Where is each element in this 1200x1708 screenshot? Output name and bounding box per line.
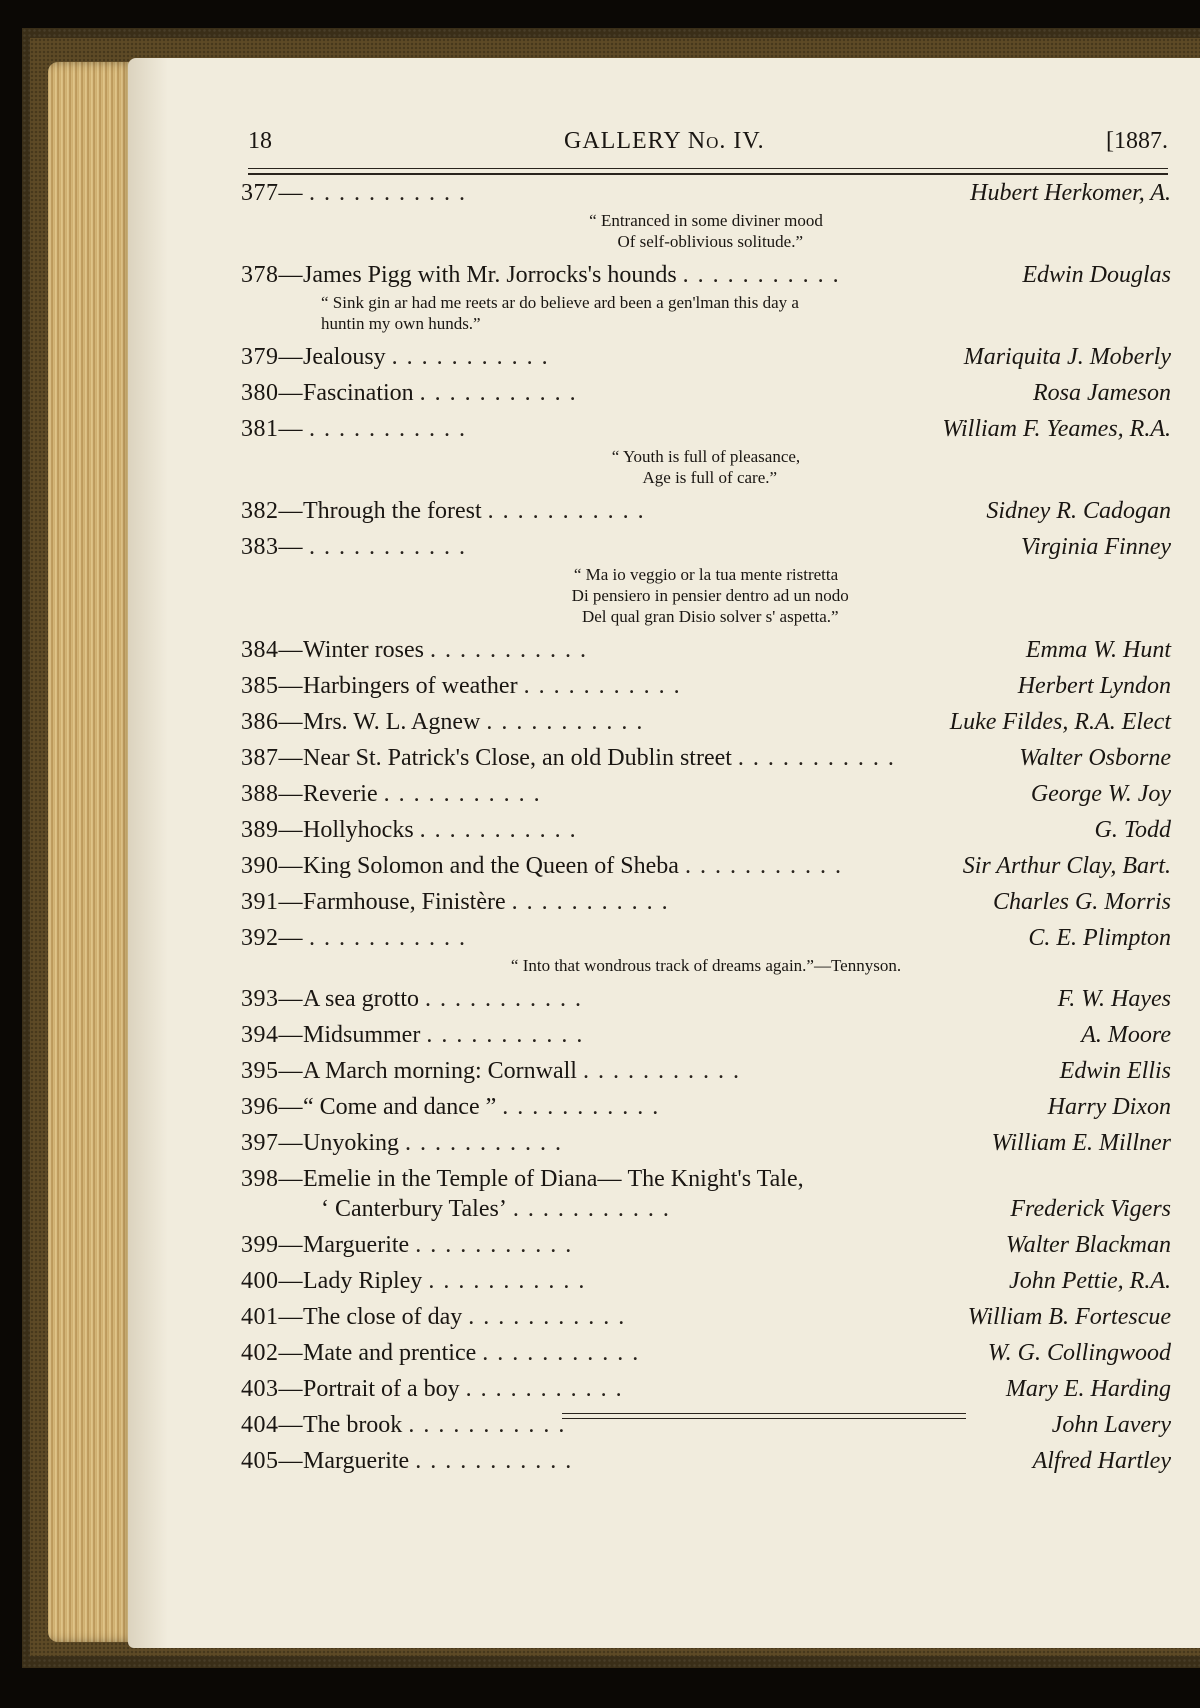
entry-artist: C. E. Plimpton	[1028, 925, 1171, 951]
page-number: 18	[248, 128, 272, 154]
entry-number: 378—	[241, 262, 303, 288]
entry-artist: John Lavery	[1051, 1412, 1171, 1438]
entry-title: A sea grotto	[303, 986, 419, 1012]
entry-number: 403—	[241, 1376, 303, 1402]
entry-number: 394—	[241, 1022, 303, 1048]
catalogue-entry	[241, 414, 1171, 444]
entry-number: 405—	[241, 1448, 303, 1474]
entry-title: Midsummer	[303, 1022, 421, 1048]
entry-number: 386—	[241, 709, 303, 735]
entry-artist: Herbert Lyndon	[1017, 673, 1171, 699]
entry-title: Portrait of a boy	[303, 1376, 460, 1402]
entry-number: 402—	[241, 1340, 303, 1366]
entry-title: Mate and prentice	[303, 1340, 477, 1366]
dot-leader: ...........	[405, 1130, 570, 1156]
entry-title: Harbingers of weather	[303, 673, 518, 699]
entry-number: 381—	[241, 416, 303, 442]
entry-quote: “ Sink gin ar had me reets ar do believe ard been a gen'lman this day a huntin my own hunds.”	[321, 293, 799, 333]
entry-title: The brook	[303, 1412, 403, 1438]
catalogue-entry	[241, 1092, 1171, 1122]
entry-number: 377—	[241, 180, 303, 206]
entry-title: “ Come and dance ”	[303, 1094, 497, 1120]
entry-spacer	[241, 1476, 1171, 1482]
entry-artist: John Pettie, R.A.	[1009, 1268, 1171, 1294]
dot-leader: ...........	[502, 1094, 668, 1120]
dot-leader: ...........	[428, 1268, 594, 1294]
entry-artist: George W. Joy	[1030, 781, 1171, 807]
catalogue-entry	[241, 1446, 1171, 1476]
entry-artist: Sidney R. Cadogan	[986, 498, 1171, 524]
entry-number: 390—	[241, 853, 303, 879]
entry-title: Hollyhocks	[303, 817, 414, 843]
entry-artist: William E. Millner	[991, 1130, 1171, 1156]
entry-number: 380—	[241, 380, 303, 406]
page-edges	[48, 62, 136, 1642]
entry-artist: Alfred Hartley	[1032, 1448, 1171, 1474]
entry-number: 393—	[241, 986, 303, 1012]
entry-artist: G. Todd	[1094, 817, 1171, 843]
header-rule	[248, 168, 1168, 175]
entry-artist: William F. Yeames, R.A.	[942, 416, 1171, 442]
entry-quote: “ Entranced in some diviner mood Of self-oblivious solitude.”	[589, 211, 823, 251]
entry-number: 399—	[241, 1232, 303, 1258]
catalogue-entry	[241, 342, 1171, 372]
catalogue-entry	[241, 1128, 1171, 1158]
entry-title: James Pigg with Mr. Jorrocks's hounds	[303, 262, 677, 288]
catalogue-entry	[241, 1302, 1171, 1332]
dot-leader: ...........	[309, 416, 474, 442]
dot-leader: ...........	[419, 817, 585, 843]
entry-title: Farmhouse, Finistère	[303, 889, 506, 915]
entry-title: Near St. Patrick's Close, an old Dublin street	[303, 745, 732, 771]
entry-number: 395—	[241, 1058, 303, 1084]
catalogue-entry	[241, 743, 1171, 773]
catalogue-entry	[241, 635, 1171, 665]
catalogue-entry	[241, 671, 1171, 701]
entry-number: 388—	[241, 781, 303, 807]
entry-number: 385—	[241, 673, 303, 699]
entry-artist: A. Moore	[1081, 1022, 1171, 1048]
entry-quote: “ Ma io veggio or la tua mente ristretta Di pensiero in pensier dentro ad un nodo Del qual gran Disio solver s' aspetta.”	[571, 565, 849, 626]
dot-leader: ...........	[424, 986, 590, 1012]
entry-number: 392—	[241, 925, 303, 951]
catalogue-entry	[241, 851, 1171, 881]
entry-artist: Harry Dixon	[1047, 1094, 1171, 1120]
entry-artist: Emma W. Hunt	[1025, 637, 1171, 663]
entry-title: Lady Ripley	[303, 1268, 423, 1294]
running-title: GALLERY No. IV.	[564, 128, 765, 154]
entry-artist: Rosa Jameson	[1033, 380, 1171, 406]
catalogue-entry	[241, 984, 1171, 1014]
catalogue-entry	[241, 260, 1171, 290]
entry-number: 387—	[241, 745, 303, 771]
entry-number: 383—	[241, 534, 303, 560]
entry-title: The close of day	[303, 1304, 463, 1330]
catalogue-entry	[241, 378, 1171, 408]
entry-artist: Charles G. Morris	[992, 889, 1171, 915]
entry-title: Through the forest	[303, 498, 482, 524]
catalogue-entry	[241, 707, 1171, 737]
catalogue-entry	[241, 532, 1171, 562]
catalogue-entry	[241, 1164, 1171, 1194]
entry-number: 404—	[241, 1412, 303, 1438]
entry-artist: William B. Fortescue	[967, 1304, 1171, 1330]
entry-artist: Mary E. Harding	[1005, 1376, 1171, 1402]
entry-title: A March morning: Cornwall	[303, 1058, 577, 1084]
entry-number: 384—	[241, 637, 303, 663]
entry-artist: Virginia Finney	[1021, 534, 1171, 560]
entry-title: Jealousy	[303, 344, 386, 370]
entry-number: 397—	[241, 1130, 303, 1156]
catalogue-entry	[241, 1020, 1171, 1050]
dot-leader: ...........	[523, 673, 689, 699]
entry-number: 400—	[241, 1268, 303, 1294]
entry-title: Unyoking	[303, 1130, 399, 1156]
entry-quote: “ Youth is full of pleasance, Age is full of care.”	[611, 447, 801, 487]
dot-leader: ...........	[430, 637, 595, 663]
dot-leader: ...........	[465, 1376, 631, 1402]
dot-leader: ...........	[408, 1412, 574, 1438]
dot-leader: ...........	[309, 925, 474, 951]
dot-leader: ...........	[391, 344, 557, 370]
entry-number: 401—	[241, 1304, 303, 1330]
year-mark: [1887.	[1106, 128, 1168, 154]
entry-title: King Solomon and the Queen of Sheba	[303, 853, 679, 879]
catalogue-entry	[241, 1374, 1171, 1404]
entry-number: 382—	[241, 498, 303, 524]
dot-leader: ...........	[737, 745, 903, 771]
dot-leader: ...........	[468, 1304, 634, 1330]
dot-leader: ...........	[512, 1196, 678, 1222]
dot-leader: ...........	[309, 534, 474, 560]
entry-artist: Sir Arthur Clay, Bart.	[962, 853, 1171, 879]
dot-leader: ...........	[309, 180, 474, 206]
entry-title: Marguerite	[303, 1232, 410, 1258]
entry-artist: Edwin Ellis	[1059, 1058, 1171, 1084]
dot-leader: ...........	[684, 853, 850, 879]
dot-leader: ...........	[487, 498, 653, 524]
entry-artist: Walter Osborne	[1019, 745, 1171, 771]
dot-leader: ...........	[415, 1232, 581, 1258]
entry-number: 391—	[241, 889, 303, 915]
dot-leader: ...........	[511, 889, 677, 915]
catalogue-list	[241, 178, 1171, 1482]
entry-artist: Edwin Douglas	[1022, 262, 1171, 288]
catalogue-entry	[241, 1230, 1171, 1260]
catalogue-entry	[241, 1056, 1171, 1086]
entry-quote: “ Into that wondrous track of dreams again.”—Tennyson.	[510, 956, 902, 975]
catalogue-entry	[241, 178, 1171, 208]
entry-title: Winter roses	[303, 637, 424, 663]
catalogue-entry	[241, 779, 1171, 809]
entry-artist: W. G. Collingwood	[987, 1340, 1171, 1366]
dot-leader: ...........	[419, 380, 585, 406]
entry-title: Mrs. W. L. Agnew	[303, 709, 481, 735]
dot-leader: ...........	[426, 1022, 592, 1048]
entry-artist: Mariquita J. Moberly	[963, 344, 1171, 370]
entry-number: 398—	[241, 1166, 303, 1192]
catalogue-page	[128, 58, 1200, 1648]
entry-number: 379—	[241, 344, 303, 370]
entry-number: 389—	[241, 817, 303, 843]
entry-artist: Walter Blackman	[1005, 1232, 1171, 1258]
entry-title: Reverie	[303, 781, 378, 807]
dot-leader: ...........	[682, 262, 848, 288]
entry-artist: Hubert Herkomer, A.	[970, 180, 1171, 206]
dot-leader: ...........	[415, 1448, 581, 1474]
catalogue-entry	[241, 815, 1171, 845]
catalogue-entry	[241, 496, 1171, 526]
dot-leader: ...........	[482, 1340, 648, 1366]
catalogue-entry	[241, 1266, 1171, 1296]
entry-artist: Frederick Vigers	[1010, 1196, 1171, 1222]
catalogue-entry-continuation	[241, 1194, 1171, 1224]
dot-leader: ...........	[383, 781, 549, 807]
dot-leader: ...........	[582, 1058, 748, 1084]
entry-title-continuation: ‘ Canterbury Tales’	[321, 1196, 507, 1222]
entry-number: 396—	[241, 1094, 303, 1120]
entry-title: Fascination	[303, 380, 414, 406]
entry-title: Emelie in the Temple of Diana—	[303, 1166, 622, 1192]
end-rule	[562, 1413, 966, 1419]
entry-artist: Luke Fildes, R.A. Elect	[949, 709, 1171, 735]
catalogue-entry	[241, 1338, 1171, 1368]
entry-title: Marguerite	[303, 1448, 410, 1474]
catalogue-entry	[241, 923, 1171, 953]
page-header	[248, 128, 1168, 164]
catalogue-entry	[241, 887, 1171, 917]
entry-artist: F. W. Hayes	[1057, 986, 1171, 1012]
entry-title-italic: The Knight's Tale,	[627, 1166, 804, 1192]
dot-leader: ...........	[486, 709, 652, 735]
